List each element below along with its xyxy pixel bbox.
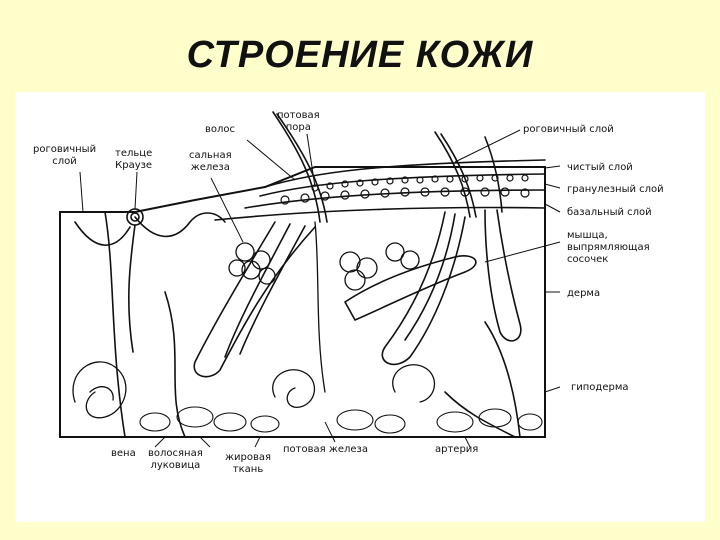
label-vein: вена xyxy=(111,448,136,459)
label-muscle: мышца, выпрямляющая сосочек xyxy=(567,230,650,265)
label-artery: артерия xyxy=(435,444,479,455)
label-hair: волос xyxy=(205,124,236,135)
label-horny-layer-left: роговичный слой xyxy=(33,144,97,167)
label-granular-layer: гранулезный слой xyxy=(567,184,664,195)
label-clear-layer: чистый слой xyxy=(567,162,633,173)
label-sweat-gland: потовая железа xyxy=(283,444,368,455)
label-sweat-pore: потовая пора xyxy=(277,110,320,133)
label-sebaceous-gland: сальная железа xyxy=(189,150,232,173)
label-fat-tissue: жировая ткань xyxy=(225,452,272,475)
label-basal-layer: базальный слой xyxy=(567,207,652,218)
skin-diagram xyxy=(15,92,705,522)
label-horny-layer-right: роговичный слой xyxy=(523,124,614,135)
label-hair-bulb: волосяная луковица xyxy=(148,448,203,471)
slide-title: СТРОЕНИЕ КОЖИ xyxy=(186,34,534,76)
label-hypodermis: гиподерма xyxy=(571,382,629,393)
label-dermis: дерма xyxy=(567,288,601,299)
label-krause-corpuscle: тельце Краузе xyxy=(115,148,153,171)
